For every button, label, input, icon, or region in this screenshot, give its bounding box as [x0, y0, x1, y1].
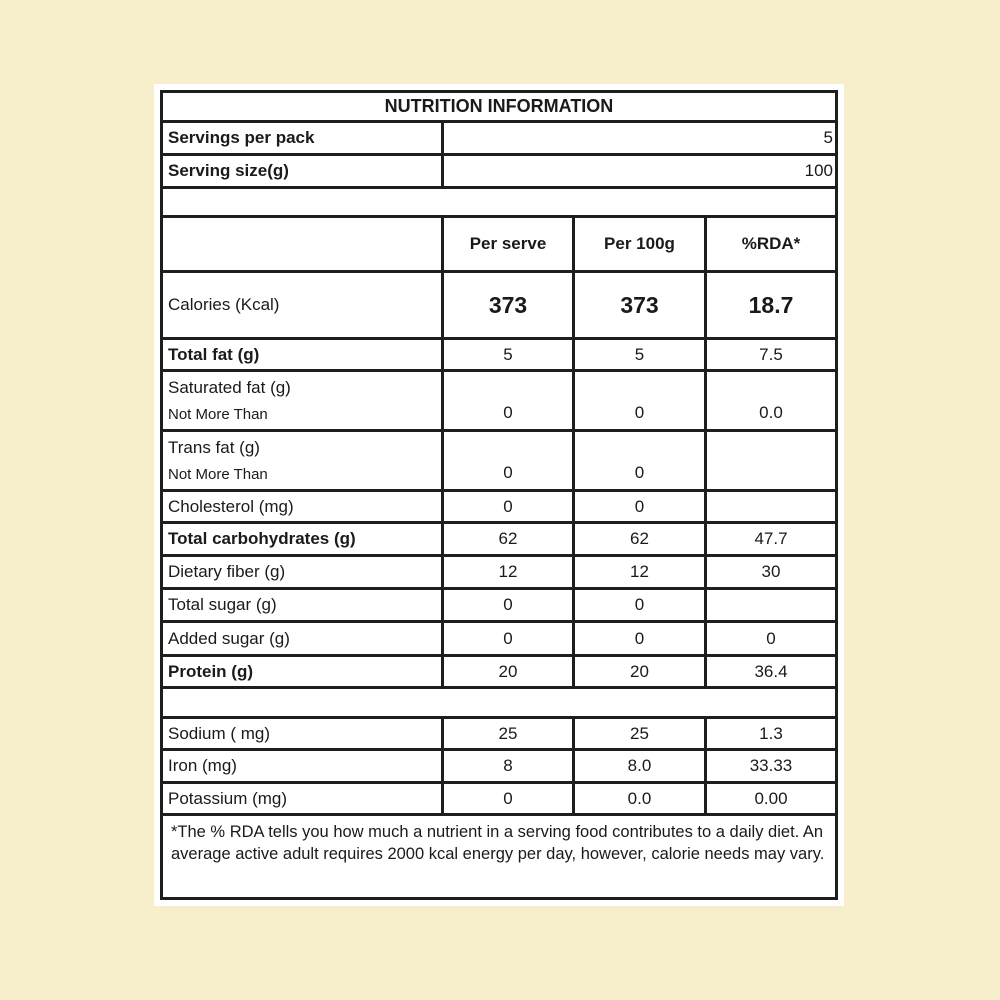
- row-per-100g: 20: [575, 657, 707, 686]
- row-label: Trans fat (g): [168, 438, 260, 458]
- row-per-100g: 0.0: [575, 784, 707, 813]
- column-header-row: [163, 218, 835, 273]
- row-rda: [707, 590, 835, 620]
- row-per-serve: 0: [444, 784, 575, 813]
- table-title: NUTRITION INFORMATION: [384, 96, 614, 117]
- row-label: Total carbohydrates (g): [163, 524, 444, 554]
- row-label: Sodium ( mg): [163, 719, 444, 748]
- serving-size-label: Serving size(g): [163, 156, 444, 186]
- table-row: [163, 784, 835, 816]
- row-label: Saturated fat (g): [168, 378, 291, 398]
- row-label: Calories (Kcal): [163, 273, 444, 337]
- row-label: Iron (mg): [163, 751, 444, 781]
- table-row: [163, 492, 835, 524]
- row-per-100g: 5: [575, 340, 707, 369]
- header-per-serve: Per serve: [444, 218, 575, 270]
- row-rda: 30: [761, 562, 781, 582]
- table-row: [163, 751, 835, 784]
- row-rda: 0.00: [754, 788, 788, 808]
- servings-per-pack-value: 5: [823, 128, 833, 148]
- row-rda: 47.7: [754, 529, 788, 549]
- serving-size-row: [163, 156, 835, 189]
- row-rda: 36.4: [754, 661, 788, 681]
- row-per-100g: 8.0: [575, 751, 707, 781]
- table-row: [163, 657, 835, 689]
- row-per-100g: 25: [575, 719, 707, 748]
- row-per-100g: 0: [575, 623, 707, 654]
- row-label: Dietary fiber (g): [163, 557, 444, 587]
- row-per-serve: 8: [444, 751, 575, 781]
- row-per-100g: 0: [575, 492, 707, 521]
- row-rda: 18.7: [748, 291, 794, 318]
- row-rda: 1.3: [759, 723, 783, 743]
- table-row: [163, 273, 835, 340]
- row-per-100g: 373: [575, 273, 707, 337]
- header-rda: %RDA*: [741, 234, 801, 254]
- row-rda: 33.33: [749, 756, 793, 776]
- serving-size-value: 100: [804, 161, 833, 181]
- table-row: [163, 372, 835, 432]
- spacer-row: [163, 689, 835, 719]
- spacer-cell: [163, 689, 835, 716]
- row-per-serve: 0: [444, 372, 575, 429]
- row-label: Total sugar (g): [163, 590, 444, 620]
- row-label: Added sugar (g): [163, 623, 444, 654]
- row-per-serve: 0: [444, 590, 575, 620]
- row-sublabel: Not More Than: [168, 465, 268, 483]
- row-label-cell: [163, 372, 444, 429]
- row-per-100g: 0: [575, 590, 707, 620]
- row-rda: 0: [766, 628, 776, 648]
- row-rda: 7.5: [759, 344, 783, 364]
- row-per-100g: 62: [575, 524, 707, 554]
- servings-per-pack-row: [163, 123, 835, 156]
- row-per-100g: 12: [575, 557, 707, 587]
- row-per-serve: 5: [444, 340, 575, 369]
- row-rda: [707, 432, 835, 489]
- row-label: Total fat (g): [163, 340, 444, 369]
- header-per-100g: Per 100g: [575, 218, 707, 270]
- row-per-serve: 0: [444, 432, 575, 489]
- row-per-100g: 0: [575, 432, 707, 489]
- table-row: [163, 524, 835, 557]
- row-per-serve: 62: [444, 524, 575, 554]
- row-per-serve: 12: [444, 557, 575, 587]
- row-per-100g: 0: [575, 372, 707, 429]
- table-title-row: [163, 93, 835, 123]
- row-per-serve: 0: [444, 492, 575, 521]
- spacer-row: [163, 189, 835, 218]
- row-label-cell: [163, 432, 444, 489]
- header-blank-cell: [163, 218, 444, 270]
- row-sublabel: Not More Than: [168, 405, 268, 423]
- row-label: Cholesterol (mg): [163, 492, 444, 521]
- row-rda: 0.0: [759, 403, 783, 423]
- nutrition-table: [160, 90, 838, 900]
- table-row: [163, 432, 835, 492]
- table-row: [163, 719, 835, 751]
- row-per-serve: 25: [444, 719, 575, 748]
- table-row: [163, 590, 835, 623]
- nutrition-label-panel: [154, 84, 844, 906]
- row-label: Protein (g): [163, 657, 444, 686]
- table-row: [163, 340, 835, 372]
- row-per-serve: 373: [444, 273, 575, 337]
- servings-per-pack-label: Servings per pack: [163, 123, 444, 153]
- row-label: Potassium (mg): [163, 784, 444, 813]
- table-row: [163, 623, 835, 657]
- row-rda: [707, 492, 835, 521]
- row-per-serve: 0: [444, 623, 575, 654]
- rda-footnote: *The % RDA tells you how much a nutrient in a serving food contributes to a daily diet. An average active adult requires 2000 kcal energy per day, however, calorie needs may vary.: [171, 823, 825, 863]
- table-row: [163, 557, 835, 590]
- spacer-cell: [163, 189, 835, 215]
- row-per-serve: 20: [444, 657, 575, 686]
